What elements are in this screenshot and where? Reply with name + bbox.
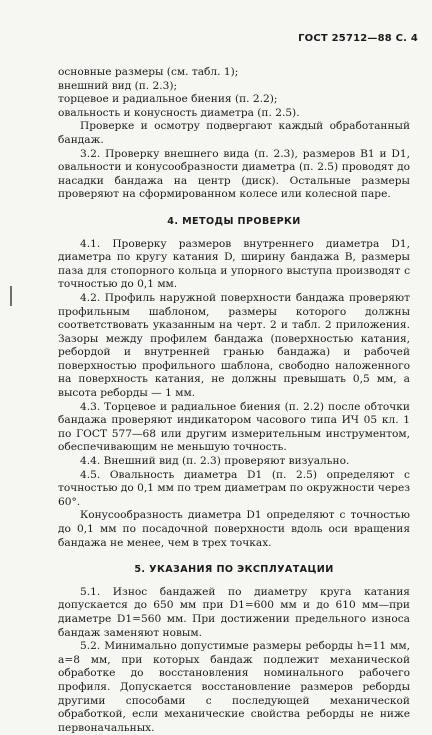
document-body (58, 66, 410, 735)
paragraph-4-1: 4.1. Проверку размеров внутреннего диаметра D1, диаметра по кругу катания D, ширину бандажа B, размеры паза для стопорного кольца и упорного выступа производят с точностью до 0,1 мм. (58, 237, 410, 291)
section-heading-4: 4. МЕТОДЫ ПРОВЕРКИ (167, 215, 301, 227)
paragraph-5-2: 5.2. Минимально допустимые размеры реборды h=11 мм, a=8 мм, при которых бандаж подлежит механической обработке до восстановления номинального рабочего профиля. Допускается восстановление размеров реборды другими способами с последующей механической обработкой, если механические свойства реборды не ниже первоначальных. (58, 640, 410, 734)
list-item: овальность и конусность диаметра (п. 2.5). (58, 106, 300, 119)
page-header: ГОСТ 25712—88 С. 4 (298, 33, 418, 44)
paragraph-4-3: 4.3. Торцевое и радиальное биения (п. 2.2) после обточки бандажа проверяют индикатором часового типа ИЧ 05 кл. 1 по ГОСТ 577—68 или другим измерительным инструментом, обеспечивающим не меньшую точность. (58, 400, 410, 454)
paragraph-conicity: Конусообразность диаметра D1 определяют с точностью до 0,1 мм по посадочной поверхности вдоль оси вращения бандажа не менее, чем в трех точках. (58, 509, 410, 549)
paragraph-5-1: 5.1. Износ бандажей по диаметру круга катания допускается до 650 мм при D1=600 мм и до 610 мм—при диаметре D1=560 мм. При достижении предельного износа бандаж заменяют новым. (58, 585, 410, 639)
paragraph-4-4: 4.4. Внешний вид (п. 2.3) проверяют визуально. (80, 455, 350, 468)
list-item: торцевое и радиальное биения (п. 2.2); (58, 93, 278, 106)
paragraph-4-5: 4.5. Овальность диаметра D1 (п. 2.5) определяют с точностью до 0,1 мм по трем диаметрам по окружности через 60°. (58, 468, 410, 508)
paragraph-3-2: 3.2. Проверку внешнего вида (п. 2.3), размеров B1 и D1, овальности и конусообразности диаметра (п. 2.5) проводят до насадки бандажа на центр (диск). Остальные размеры проверяют на сформированном колесе или колесной паре. (58, 147, 410, 201)
list-item: внешний вид (п. 2.3); (58, 79, 178, 92)
list-item: основные размеры (см. табл. 1); (58, 66, 239, 78)
paragraph-4-2: 4.2. Профиль наружной поверхности бандажа проверяют профильным шаблоном, размеры которого должны соответствовать указанным на черт. 2 и табл. 2 приложения. Зазоры между профилем бандажа (поверхностью катания, ребордой и внутренней гранью бандажа) и рабочей поверхностью профильного шаблона, свободно наложенного на поверхность катания, не должны превышать 0,5 мм, а высота реборды — 1 мм. (58, 291, 410, 400)
paragraph: Проверке и осмотру подвергают каждый обработанный бандаж. (58, 120, 410, 146)
margin-mark (10, 286, 12, 306)
section-heading-5: 5. УКАЗАНИЯ ПО ЭКСПЛУАТАЦИИ (134, 564, 334, 576)
